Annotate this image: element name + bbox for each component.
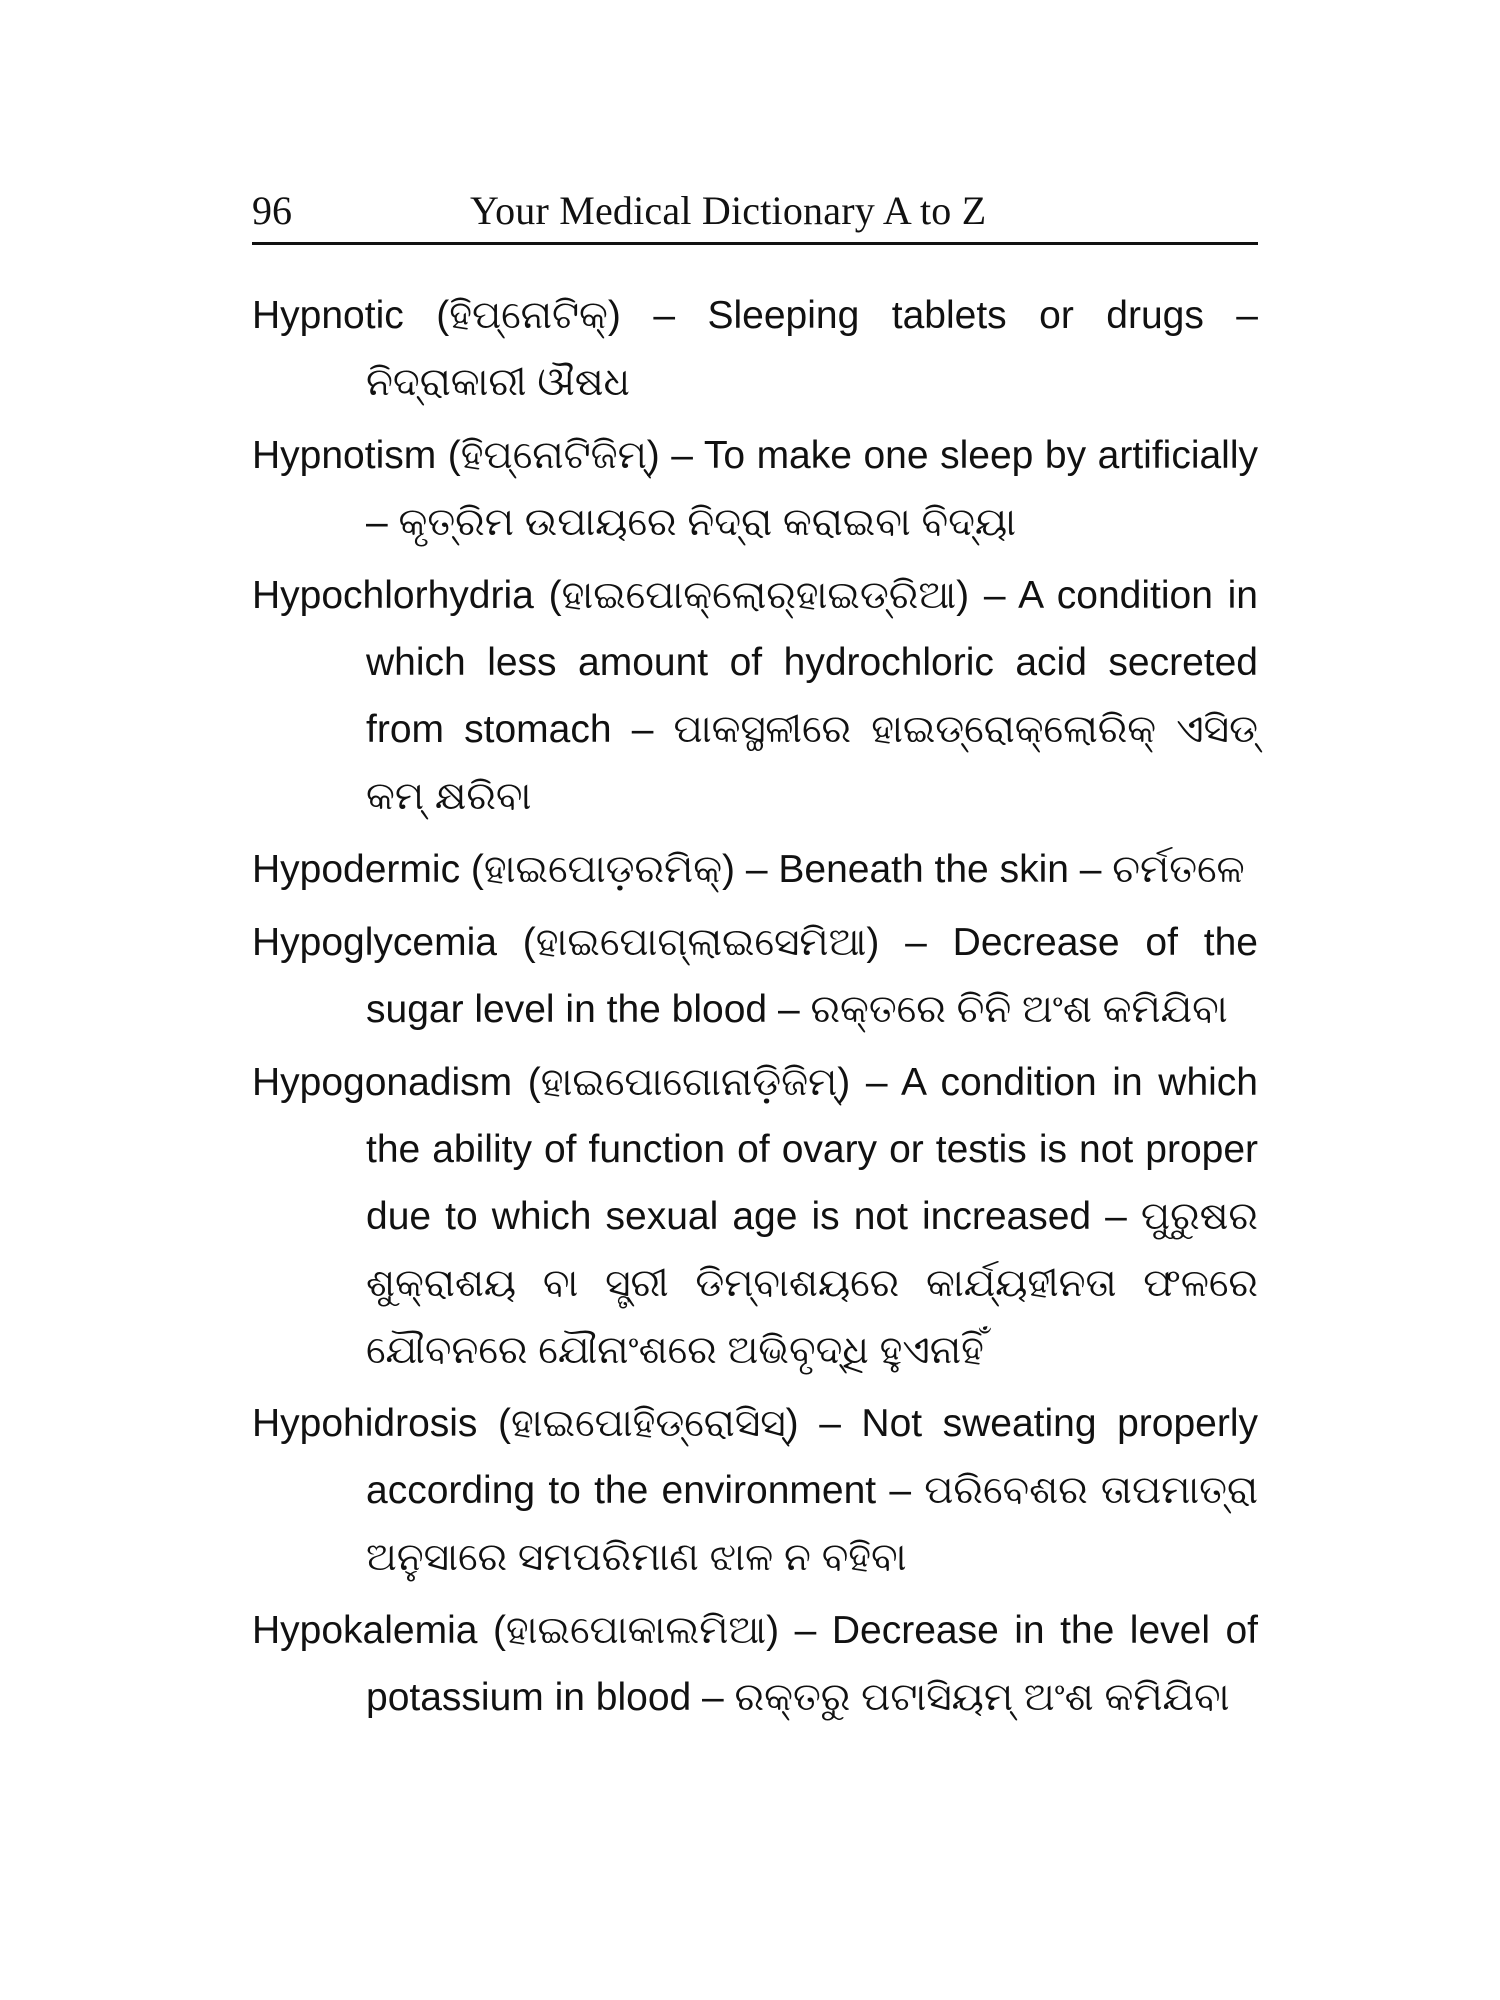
entry-hypochlorhydria — [252, 562, 1258, 830]
entry-hypohidrosis — [252, 1390, 1258, 1591]
entry-term: Hypodermic — [252, 848, 461, 891]
entry-term: Hypnotic — [252, 294, 404, 337]
entry-hypoglycemia — [252, 909, 1258, 1043]
entry-term: Hypokalemia — [252, 1609, 478, 1652]
entry-hypodermic — [252, 836, 1258, 903]
entry-pronunciation: (ହିପ୍ନୋଟିଜିମ୍) — [447, 434, 660, 477]
entry-term: Hypochlorhydria — [252, 574, 534, 617]
entry-term: Hypoglycemia — [252, 921, 497, 964]
entry-pronunciation: (ହାଇପୋହିଡ୍ରୋସିସ୍) — [497, 1402, 799, 1445]
book-title: Your Medical Dictionary A to Z — [470, 188, 987, 233]
entry-pronunciation: (ହିପ୍ନୋଟିକ୍) — [436, 294, 621, 337]
entry-pronunciation: (ହାଇପୋକ୍ଲୋର୍‌ହାଇଡ୍ରିଆ) — [548, 574, 970, 617]
entry-definition: – Not sweating properly according to the environment – ପରିବେଶର ତାପମାତ୍ରା ଅନୁସାରେ ସମପରିମାଣ ଝାଳ ନ ବହିବା — [366, 1402, 1258, 1579]
entry-pronunciation: (ହାଇପୋକାଲମିଆ) — [492, 1609, 780, 1652]
entry-hypnotic — [252, 282, 1258, 416]
entry-term: Hypnotism — [252, 434, 437, 477]
entry-pronunciation: (ହାଇପୋଗୋନାଡ଼ିଜିମ୍) — [527, 1061, 851, 1104]
entry-term: Hypohidrosis — [252, 1402, 478, 1445]
page-number: 96 — [252, 188, 292, 233]
entry-hypnotism — [252, 422, 1258, 556]
entry-definition: – Decrease in the level of potassium in blood – ରକ୍ତରୁ ପଟାସିୟମ୍ ଅଂଶ କମିଯିବା — [366, 1609, 1259, 1719]
entry-definition: – To make one sleep by artificially – କୃତ୍ରିମ ଉପାୟରେ ନିଦ୍ରା କରାଇବା ବିଦ୍ୟା — [366, 434, 1258, 544]
entry-term: Hypogonadism — [252, 1061, 513, 1104]
entry-definition: – A condition in which the ability of function of ovary or testis is not proper due to which sexual age is not increased – ପୁରୁଷର ଶୁକ୍ରାଶୟ ବା ସ୍ତ୍ରୀ ଡିମ୍ବାଶୟରେ କାର୍ଯ୍ୟହୀନତା ଫଳରେ ଯୌବନରେ ଯୌନାଂଶରେ ଅଭିବୃଦ୍ଧି ହୁଏନାହିଁ — [366, 1061, 1258, 1372]
entry-pronunciation: (ହାଇପୋଡ଼ରମିକ୍) — [470, 848, 736, 891]
entry-definition: – Beneath the skin – ଚର୍ମତଳେ — [745, 848, 1245, 891]
entry-pronunciation: (ହାଇପୋଗ୍ଲାଇସେମିଆ) — [522, 921, 880, 964]
dictionary-entries — [252, 282, 1258, 1737]
entry-hypogonadism — [252, 1049, 1258, 1384]
running-head — [252, 188, 1258, 245]
entry-definition: – A condition in which less amount of hydrochloric acid secreted from stomach – ପାକସ୍ଥଳୀରେ ହାଇଡ୍ରୋକ୍ଲୋରିକ୍ ଏସିଡ୍ କମ୍ କ୍ଷରିବା — [366, 574, 1258, 818]
entry-definition: – Sleeping tablets or drugs – ନିଦ୍ରାକାରୀ ଔଷଧ — [366, 294, 1259, 404]
entry-hypokalemia — [252, 1597, 1258, 1731]
entry-definition: – Decrease of the sugar level in the blood – ରକ୍ତରେ ଚିନି ଅଂଶ କମିଯିବା — [366, 921, 1258, 1031]
